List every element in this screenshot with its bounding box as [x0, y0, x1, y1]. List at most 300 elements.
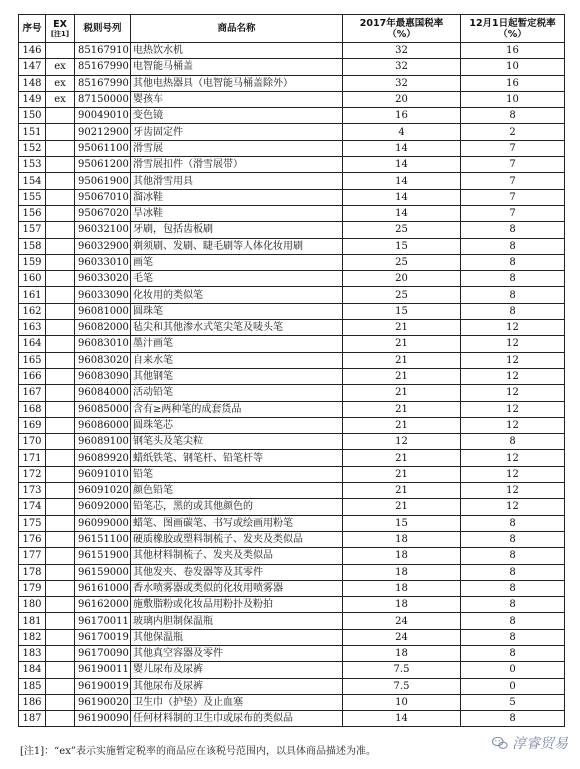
row-seq: 183: [19, 645, 46, 661]
row-name: 圆珠笔芯: [131, 417, 343, 433]
row-rate-dec: 8: [461, 434, 565, 450]
row-ex: [46, 140, 75, 156]
row-rate-2017: 21: [343, 385, 461, 401]
row-code: 96033010: [75, 254, 131, 270]
row-seq: 185: [19, 678, 46, 694]
table-row: [19, 320, 565, 336]
row-code: 96033090: [75, 287, 131, 303]
row-code: 96089100: [75, 434, 131, 450]
row-code: 96170090: [75, 645, 131, 661]
header-rate-2017-unit: （%）: [387, 28, 416, 40]
row-code: 96159000: [75, 564, 131, 580]
row-rate-dec: 0: [461, 662, 565, 678]
row-seq: 186: [19, 694, 46, 710]
header-rate-2017-label: 2017年最惠国税率: [359, 17, 444, 29]
row-rate-dec: 8: [461, 254, 565, 270]
row-seq: 181: [19, 613, 46, 629]
row-ex: [46, 548, 75, 564]
row-code: 96190020: [75, 694, 131, 710]
table-row: [19, 678, 565, 694]
table-row: [19, 205, 565, 221]
table-row: [19, 336, 565, 352]
table-row: [19, 564, 565, 580]
row-name: 蜡纸铁笔、钢笔杆、铅笔杆等: [131, 450, 343, 466]
row-ex: ex: [46, 91, 75, 107]
row-seq: 158: [19, 238, 46, 254]
table-row: [19, 499, 565, 515]
row-rate-dec: 16: [461, 75, 565, 91]
row-rate-2017: 16: [343, 108, 461, 124]
row-rate-dec: 12: [461, 320, 565, 336]
row-ex: [46, 564, 75, 580]
row-seq: 178: [19, 564, 46, 580]
row-seq: 166: [19, 368, 46, 384]
header-rate-2017: [343, 15, 461, 43]
row-code: 96151100: [75, 531, 131, 547]
table-row: [19, 271, 565, 287]
row-seq: 156: [19, 205, 46, 221]
row-code: 85167910: [75, 43, 131, 59]
row-rate-dec: 2: [461, 124, 565, 140]
row-rate-2017: 14: [343, 140, 461, 156]
table-row: [19, 483, 565, 499]
row-rate-dec: 7: [461, 157, 565, 173]
table-row: [19, 417, 565, 433]
row-rate-2017: 14: [343, 157, 461, 173]
row-rate-2017: 18: [343, 580, 461, 596]
row-name: 活动铅笔: [131, 385, 343, 401]
row-code: 96162000: [75, 597, 131, 613]
row-name: 画笔: [131, 254, 343, 270]
table-row: [19, 43, 565, 59]
header-rate-dec-unit: （%）: [498, 28, 527, 40]
row-ex: [46, 303, 75, 319]
row-code: 95061100: [75, 140, 131, 156]
row-name: 硬质橡胶或塑料制梳子、发夹及类似品: [131, 531, 343, 547]
row-ex: [46, 401, 75, 417]
row-name: 婴儿尿布及尿裤: [131, 662, 343, 678]
row-code: 96083010: [75, 336, 131, 352]
row-rate-2017: 25: [343, 222, 461, 238]
row-ex: [46, 515, 75, 531]
row-rate-2017: 21: [343, 320, 461, 336]
row-seq: 176: [19, 531, 46, 547]
row-name: 含有≥两种笔的成套货品: [131, 401, 343, 417]
table-row: [19, 450, 565, 466]
row-code: 96170019: [75, 629, 131, 645]
row-rate-dec: 12: [461, 385, 565, 401]
row-ex: [46, 108, 75, 124]
row-name: 自来水笔: [131, 352, 343, 368]
row-seq: 175: [19, 515, 46, 531]
row-rate-2017: 18: [343, 531, 461, 547]
row-rate-2017: 18: [343, 597, 461, 613]
header-rate-dec-label: 12月1日起暂定税率: [469, 17, 556, 29]
row-rate-2017: 4: [343, 124, 461, 140]
row-name: 电智能马桶盖: [131, 59, 343, 75]
row-ex: [46, 368, 75, 384]
table-row: [19, 531, 565, 547]
row-rate-dec: 8: [461, 515, 565, 531]
row-rate-2017: 21: [343, 368, 461, 384]
row-seq: 160: [19, 271, 46, 287]
row-rate-2017: 21: [343, 352, 461, 368]
row-ex: [46, 678, 75, 694]
table-row: [19, 597, 565, 613]
row-ex: ex: [46, 59, 75, 75]
row-ex: [46, 613, 75, 629]
row-ex: [46, 450, 75, 466]
row-name: 其他发夹、卷发器等及其零件: [131, 564, 343, 580]
row-code: 96081000: [75, 303, 131, 319]
row-name: 蜡笔、图画碳笔、书写或绘画用粉笔: [131, 515, 343, 531]
row-ex: [46, 531, 75, 547]
row-rate-dec: 10: [461, 91, 565, 107]
row-code: 95061900: [75, 173, 131, 189]
row-rate-2017: 14: [343, 189, 461, 205]
row-code: 96190090: [75, 711, 131, 727]
row-rate-2017: 14: [343, 711, 461, 727]
row-name: 墨汁画笔: [131, 336, 343, 352]
row-seq: 148: [19, 75, 46, 91]
row-name: 铅笔芯，黑的或其他颜色的: [131, 499, 343, 515]
row-ex: [46, 254, 75, 270]
row-rate-2017: 10: [343, 694, 461, 710]
row-rate-dec: 0: [461, 678, 565, 694]
table-header-row: [19, 15, 565, 43]
row-rate-dec: 8: [461, 287, 565, 303]
row-seq: 147: [19, 59, 46, 75]
row-rate-2017: 15: [343, 515, 461, 531]
row-rate-dec: 8: [461, 238, 565, 254]
row-seq: 155: [19, 189, 46, 205]
row-rate-dec: 8: [461, 597, 565, 613]
row-name: 剃须刷、发刷、睫毛刷等人体化妆用刷: [131, 238, 343, 254]
row-code: 96091020: [75, 483, 131, 499]
row-ex: [46, 645, 75, 661]
row-rate-2017: 32: [343, 59, 461, 75]
table-row: [19, 401, 565, 417]
row-seq: 187: [19, 711, 46, 727]
row-name: 变色镜: [131, 108, 343, 124]
row-seq: 180: [19, 597, 46, 613]
row-seq: 162: [19, 303, 46, 319]
row-rate-2017: 32: [343, 75, 461, 91]
table-row: [19, 173, 565, 189]
row-rate-2017: 21: [343, 336, 461, 352]
row-rate-dec: 12: [461, 368, 565, 384]
row-name: 其他保温瓶: [131, 629, 343, 645]
row-code: 96082000: [75, 320, 131, 336]
row-name: 化妆用的类似笔: [131, 287, 343, 303]
row-name: 溜冰鞋: [131, 189, 343, 205]
row-rate-dec: 7: [461, 205, 565, 221]
table-row: [19, 59, 565, 75]
row-ex: [46, 483, 75, 499]
row-rate-2017: 21: [343, 401, 461, 417]
table-row: [19, 124, 565, 140]
row-rate-2017: 15: [343, 303, 461, 319]
row-rate-2017: 14: [343, 205, 461, 221]
row-code: 96085000: [75, 401, 131, 417]
row-name: 其他真空容器及零件: [131, 645, 343, 661]
row-ex: [46, 271, 75, 287]
row-code: 96091010: [75, 466, 131, 482]
row-rate-dec: 7: [461, 140, 565, 156]
row-seq: 169: [19, 417, 46, 433]
row-seq: 159: [19, 254, 46, 270]
row-ex: [46, 173, 75, 189]
row-code: 95061200: [75, 157, 131, 173]
row-rate-dec: 12: [461, 483, 565, 499]
row-code: 96190011: [75, 662, 131, 678]
row-rate-dec: 8: [461, 645, 565, 661]
header-ex-note: [注1]: [50, 30, 70, 38]
row-code: 96032100: [75, 222, 131, 238]
row-code: 96170011: [75, 613, 131, 629]
row-rate-2017: 21: [343, 499, 461, 515]
row-seq: 182: [19, 629, 46, 645]
row-code: 85167990: [75, 75, 131, 91]
row-name: 其他滑雪用具: [131, 173, 343, 189]
wechat-icon: [491, 734, 509, 752]
row-name: 铅笔: [131, 466, 343, 482]
row-name: 牙刷，包括齿板刷: [131, 222, 343, 238]
table-row: [19, 140, 565, 156]
row-name: 卫生巾（护垫）及止血塞: [131, 694, 343, 710]
row-rate-2017: 21: [343, 466, 461, 482]
row-ex: [46, 385, 75, 401]
row-seq: 146: [19, 43, 46, 59]
row-ex: [46, 499, 75, 515]
table-row: [19, 91, 565, 107]
row-rate-2017: 21: [343, 417, 461, 433]
header-seq: 序号: [19, 15, 46, 43]
row-name: 其他材料制梳子、发夹及类似品: [131, 548, 343, 564]
row-rate-dec: 8: [461, 711, 565, 727]
table-row: [19, 368, 565, 384]
row-ex: [46, 157, 75, 173]
row-seq: 172: [19, 466, 46, 482]
row-code: 96086000: [75, 417, 131, 433]
row-rate-dec: 12: [461, 450, 565, 466]
row-code: 90049010: [75, 108, 131, 124]
row-ex: [46, 222, 75, 238]
row-ex: [46, 580, 75, 596]
footnote: [注1]：“ex”表示实施暂定税率的商品应在该税号范围内，以具体商品描述为准。: [20, 746, 376, 757]
table-row: [19, 352, 565, 368]
row-ex: [46, 43, 75, 59]
row-ex: [46, 694, 75, 710]
row-name: 毡尖和其他渗水式笔尖笔及唛头笔: [131, 320, 343, 336]
row-seq: 174: [19, 499, 46, 515]
row-rate-dec: 7: [461, 189, 565, 205]
row-code: 96083020: [75, 352, 131, 368]
row-rate-dec: 7: [461, 173, 565, 189]
row-rate-dec: 8: [461, 580, 565, 596]
row-rate-2017: 20: [343, 271, 461, 287]
row-seq: 170: [19, 434, 46, 450]
table-row: [19, 580, 565, 596]
header-ex-label: EX: [53, 19, 67, 30]
table-row: [19, 303, 565, 319]
row-seq: 152: [19, 140, 46, 156]
row-name: 旱冰鞋: [131, 205, 343, 221]
row-ex: [46, 320, 75, 336]
row-seq: 150: [19, 108, 46, 124]
row-seq: 177: [19, 548, 46, 564]
row-name: 施敷脂粉或化妆品用粉扑及粉拍: [131, 597, 343, 613]
row-seq: 157: [19, 222, 46, 238]
table-body: [19, 43, 565, 727]
table-row: [19, 548, 565, 564]
table-row: [19, 75, 565, 91]
row-rate-2017: 14: [343, 173, 461, 189]
row-code: 96089920: [75, 450, 131, 466]
row-ex: [46, 336, 75, 352]
row-code: 85167990: [75, 59, 131, 75]
table-row: [19, 662, 565, 678]
table-row: [19, 287, 565, 303]
row-rate-dec: 12: [461, 352, 565, 368]
row-code: 96092000: [75, 499, 131, 515]
row-rate-dec: 8: [461, 613, 565, 629]
row-seq: 184: [19, 662, 46, 678]
table-row: [19, 613, 565, 629]
table-row: [19, 711, 565, 727]
row-ex: [46, 662, 75, 678]
row-name: 香水喷雾器或类似的化妆用喷雾器: [131, 580, 343, 596]
table-row: [19, 434, 565, 450]
row-seq: 173: [19, 483, 46, 499]
header-code: 税则号列: [75, 15, 131, 43]
row-code: 96099000: [75, 515, 131, 531]
row-rate-dec: 8: [461, 303, 565, 319]
row-name: 玻璃内胆制保温瓶: [131, 613, 343, 629]
row-code: 90212900: [75, 124, 131, 140]
row-code: 87150000: [75, 91, 131, 107]
header-name: 商品名称: [131, 15, 343, 43]
row-ex: [46, 124, 75, 140]
row-rate-dec: 12: [461, 499, 565, 515]
row-rate-2017: 18: [343, 548, 461, 564]
row-rate-dec: 12: [461, 466, 565, 482]
table-row: [19, 189, 565, 205]
row-rate-2017: 18: [343, 645, 461, 661]
table-row: [19, 254, 565, 270]
watermark-text: 淳睿贸易: [512, 736, 568, 752]
row-ex: [46, 287, 75, 303]
row-name: 任何材料制的卫生巾或尿布的类似品: [131, 711, 343, 727]
row-ex: ex: [46, 75, 75, 91]
row-seq: 165: [19, 352, 46, 368]
table-row: [19, 222, 565, 238]
row-code: 96083090: [75, 368, 131, 384]
row-rate-2017: 25: [343, 254, 461, 270]
row-ex: [46, 417, 75, 433]
tariff-table: [18, 14, 565, 727]
row-seq: 153: [19, 157, 46, 173]
row-name: 颜色铅笔: [131, 483, 343, 499]
row-ex: [46, 434, 75, 450]
row-ex: [46, 352, 75, 368]
row-rate-2017: 24: [343, 613, 461, 629]
row-seq: 168: [19, 401, 46, 417]
row-name: 滑雪展: [131, 140, 343, 156]
row-ex: [46, 189, 75, 205]
row-code: 96033020: [75, 271, 131, 287]
row-seq: 179: [19, 580, 46, 596]
row-name: 钢笔头及笔尖粒: [131, 434, 343, 450]
row-rate-2017: 21: [343, 483, 461, 499]
row-seq: 167: [19, 385, 46, 401]
row-rate-dec: 8: [461, 629, 565, 645]
row-rate-dec: 10: [461, 59, 565, 75]
row-rate-2017: 18: [343, 564, 461, 580]
row-seq: 171: [19, 450, 46, 466]
row-rate-dec: 12: [461, 417, 565, 433]
header-rate-dec: [461, 15, 565, 43]
row-seq: 161: [19, 287, 46, 303]
row-code: 96084000: [75, 385, 131, 401]
watermark: [491, 733, 568, 753]
row-rate-dec: 12: [461, 401, 565, 417]
row-name: 其他尿布及尿裤: [131, 678, 343, 694]
row-code: 95067020: [75, 205, 131, 221]
header-ex: [46, 15, 75, 43]
row-code: 96161000: [75, 580, 131, 596]
table-row: [19, 108, 565, 124]
table-row: [19, 515, 565, 531]
row-code: 96032900: [75, 238, 131, 254]
row-rate-dec: 8: [461, 548, 565, 564]
row-rate-2017: 7.5: [343, 662, 461, 678]
row-ex: [46, 629, 75, 645]
row-name: 牙齿固定件: [131, 124, 343, 140]
row-rate-dec: 5: [461, 694, 565, 710]
row-rate-2017: 7.5: [343, 678, 461, 694]
row-ex: [46, 711, 75, 727]
row-ex: [46, 238, 75, 254]
row-rate-2017: 15: [343, 238, 461, 254]
row-ex: [46, 597, 75, 613]
row-seq: 163: [19, 320, 46, 336]
row-name: 电热饮水机: [131, 43, 343, 59]
row-code: 96151900: [75, 548, 131, 564]
table-row: [19, 238, 565, 254]
row-name: 圆珠笔: [131, 303, 343, 319]
row-name: 其他钢笔: [131, 368, 343, 384]
table-row: [19, 694, 565, 710]
row-ex: [46, 466, 75, 482]
row-rate-2017: 12: [343, 434, 461, 450]
row-name: 其他电热器具（电智能马桶盖除外）: [131, 75, 343, 91]
table-row: [19, 629, 565, 645]
row-seq: 149: [19, 91, 46, 107]
row-name: 婴孩车: [131, 91, 343, 107]
table-row: [19, 385, 565, 401]
row-rate-dec: 16: [461, 43, 565, 59]
row-seq: 154: [19, 173, 46, 189]
row-code: 95067010: [75, 189, 131, 205]
row-rate-dec: 8: [461, 531, 565, 547]
row-seq: 151: [19, 124, 46, 140]
row-rate-dec: 12: [461, 336, 565, 352]
row-code: 96190019: [75, 678, 131, 694]
table-row: [19, 645, 565, 661]
table-row: [19, 157, 565, 173]
row-name: 滑雪展扣件（滑雪展带）: [131, 157, 343, 173]
